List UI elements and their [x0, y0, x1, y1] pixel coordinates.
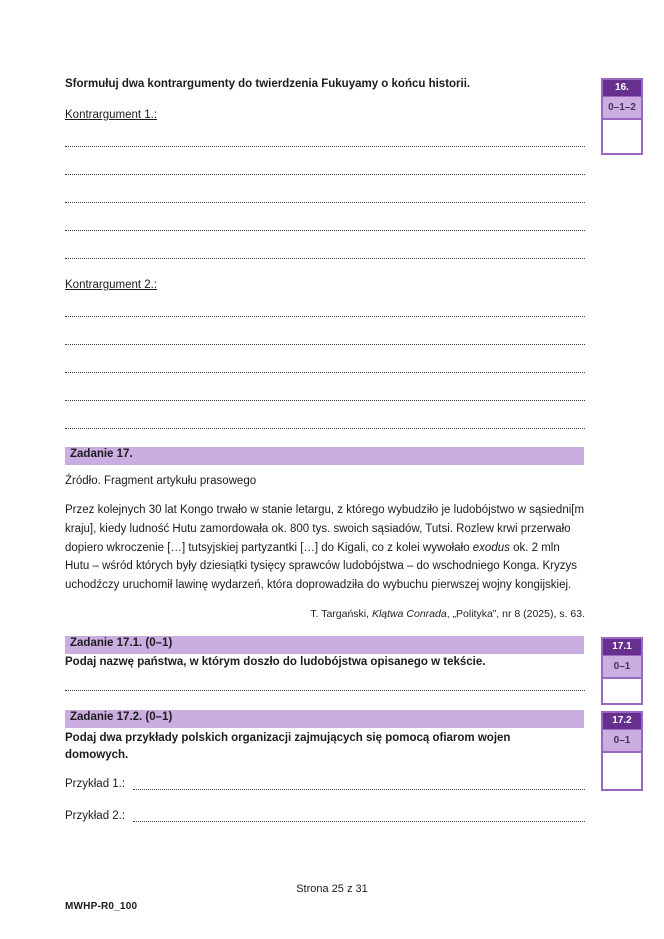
answer-line — [65, 373, 585, 401]
citation-author: T. Targański, — [310, 608, 372, 620]
paragraph-text: ok. 2 mln Hutu – wśród których były dziesiątki tysięcy sprawców ludobójstwa – do wschodniego Konga. Kryzys uchodźczy uruchomił lawinę wydarzeń, która doprowadziła do wybuchu pierwszej wojny kongijskiej. — [65, 541, 577, 592]
answer-line — [65, 289, 585, 317]
form-code: MWHP-R0_100 — [65, 901, 138, 912]
task17-1-prompt: Podaj nazwę państwa, w którym doszło do ludobójstwa opisanego w tekście. — [65, 656, 486, 668]
paragraph-italic-word: exodus — [472, 541, 510, 554]
task16-label-counterargument-1: Kontrargument 1.: — [65, 109, 158, 121]
answer-line — [65, 317, 585, 345]
score-box-17-1 — [601, 637, 643, 705]
answer-line — [65, 345, 585, 373]
score-box-number: 17.2 — [603, 713, 641, 729]
score-box-empty-cell — [603, 751, 641, 789]
task16-prompt: Sformułuj dwa kontrargumenty do twierdzenia Fukuyamy o końcu historii. — [65, 78, 471, 90]
score-box-number: 17.1 — [603, 639, 641, 655]
example-1-label: Przykład 1.: — [65, 778, 126, 790]
task17-source-paragraph — [65, 501, 585, 595]
score-box-empty-cell — [603, 677, 641, 703]
answer-line — [65, 175, 585, 203]
task16-answer-area-2 — [65, 289, 585, 429]
score-box-scale: 0–1 — [603, 655, 641, 677]
answer-line — [133, 776, 585, 790]
task16-answer-area-1 — [65, 119, 585, 259]
answer-line — [65, 231, 585, 259]
task17-2-example-1-row — [65, 776, 585, 790]
answer-line — [133, 808, 585, 822]
task17-source-label: Źródło. Fragment artykułu prasowego — [65, 475, 257, 487]
score-box-17-2 — [601, 711, 643, 791]
task17-2-example-2-row — [65, 808, 585, 822]
task17-1-header-band: Zadanie 17.1. (0–1) — [65, 636, 584, 654]
citation-title: Klątwa Conrada — [371, 608, 447, 620]
score-box-16 — [601, 78, 643, 155]
score-box-scale: 0–1 — [603, 729, 641, 751]
paragraph-text: Przez kolejnych 30 lat Kongo trwało w stanie letargu, z którego wybudziło je ludobójstwo w sąsiedni[m kraju], kiedy ludność Hutu zamordowała ok. 800 tys. swoich sąsiadów, Tutsi. Rozlew krwi przerwało dopiero wkroczenie […] tutsyjskiej partyzantki […] do Kigali, co z kolei wywołało — [65, 504, 585, 554]
task17-header-band: Zadanie 17. — [65, 447, 584, 465]
answer-line — [65, 401, 585, 429]
task16-label-counterargument-2: Kontrargument 2.: — [65, 279, 158, 291]
answer-line — [65, 147, 585, 175]
source-citation — [65, 608, 585, 620]
task17-2-prompt: Podaj dwa przykłady polskich organizacji zajmujących się pomocą ofiarom wojen domowych. — [65, 732, 511, 761]
answer-line — [65, 119, 585, 147]
example-2-label: Przykład 2.: — [65, 810, 126, 822]
page-number: Strona 25 z 31 — [296, 883, 368, 895]
task17-1-answer-line — [65, 677, 585, 691]
score-box-number: 16. — [603, 80, 641, 96]
task17-2-header-band: Zadanie 17.2. (0–1) — [65, 710, 584, 728]
score-box-scale: 0–1–2 — [603, 96, 641, 118]
score-box-empty-cell — [603, 118, 641, 153]
answer-line — [65, 203, 585, 231]
citation-publication: , „Polityka”, nr 8 (2025), s. 63. — [446, 608, 585, 620]
